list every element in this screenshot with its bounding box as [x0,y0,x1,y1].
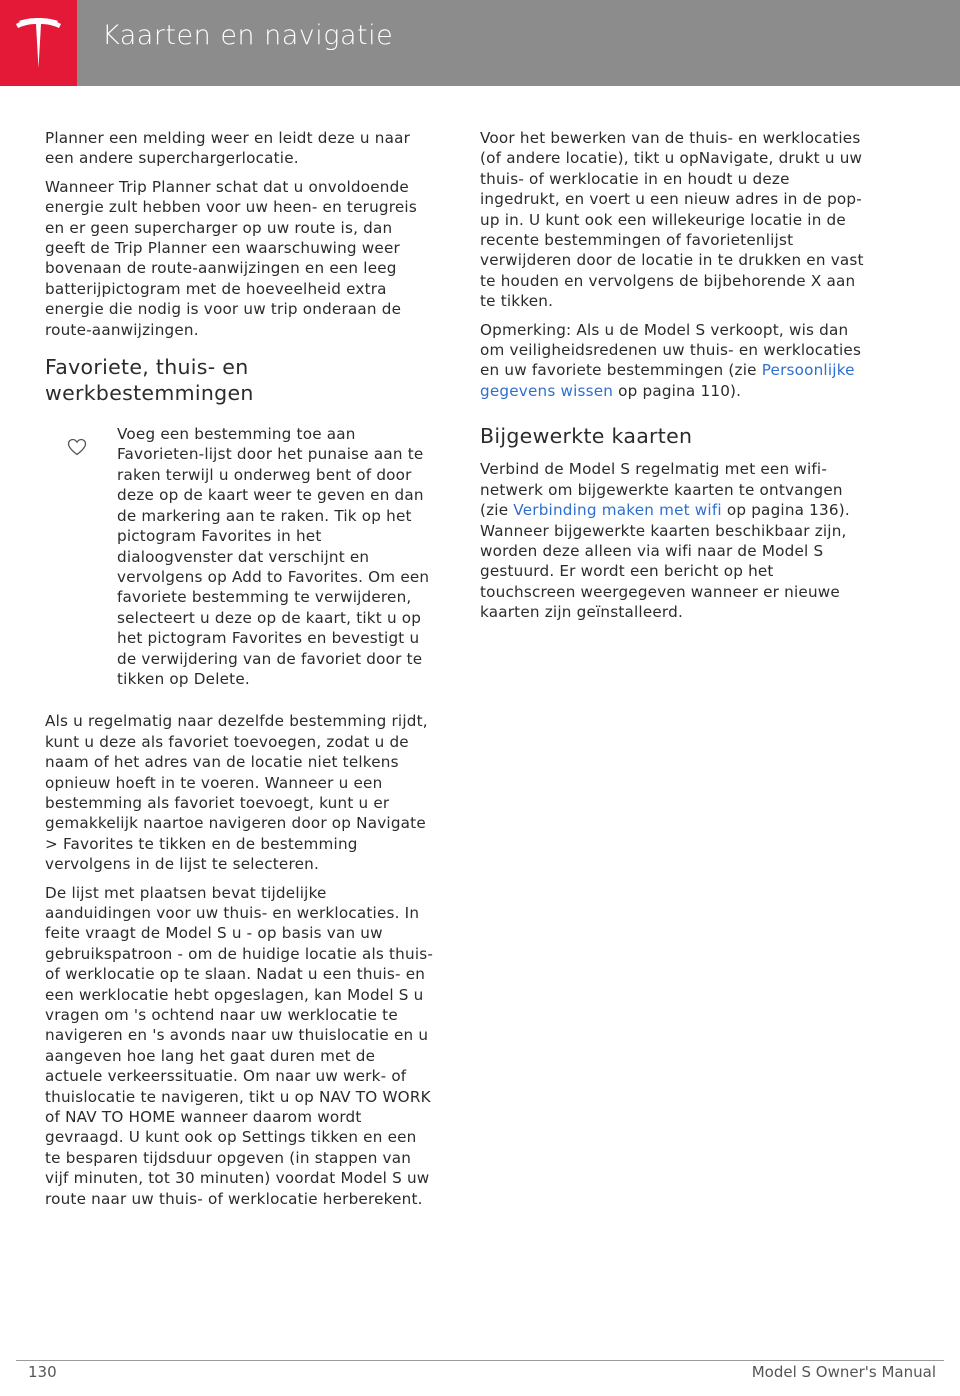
page-number: 130 [28,1363,57,1381]
heart-icon [67,438,87,456]
left-column [45,128,437,1217]
tesla-t-icon [14,18,63,68]
footer-divider [16,1360,944,1361]
paragraph-trip-planner-1: Planner een melding weer en leidt deze u naar een andere superchargerlocatie. [45,129,411,168]
right-column [480,128,872,631]
note-sell-text-after: op pagina 110). [613,381,742,400]
favorites-note [45,424,437,689]
link-connect-wifi[interactable]: Verbinding maken met wifi [513,501,722,520]
tesla-logo [0,0,77,86]
link-erase-personal-data[interactable]: Persoonlijke gegevens wissen [480,361,855,400]
updated-maps-text-before: Verbind de Model S regelmatig met een wifi-netwerk om bijgewerkte kaarten te ontvangen (zie [480,460,843,520]
updated-maps-text-after: op pagina 136). Wanneer bijgewerkte kaarten beschikbaar zijn, worden deze alleen via wifi naar de Model S gestuurd. Er wordt een bericht op het touchscreen weergegeven wanneer er nieuwe kaarten zijn geïnstalleerd. [480,501,850,622]
paragraph-note-sell [480,320,872,402]
section-title: Kaarten en navigatie [102,20,394,51]
paragraph-favorites-1: Als u regelmatig naar dezelfde bestemming rijdt, kunt u deze als favoriet toevoegen, zodat u de naam of het adres van de locatie niet telkens opnieuw hoeft in te voeren. Wanneer u een bestemming als favoriet toevoegt, kunt u er gemakkelijk naartoe navigeren door op Navigate > Favorites te tikken en de bestemming vervolgens in de lijst te selecteren. [45,712,428,874]
manual-title: Model S Owner's Manual [751,1363,936,1381]
note-text: Voeg een bestemming toe aan Favorieten-lijst door het punaise aan te raken terwijl u onderweg bent of door deze op de kaart weer te geven en dan de markering aan te raken. Tik op het pictogram Favorites in het dialoogvenster dat verschijnt en vervolgens op Add to Favorites. Om een favoriete bestemming te verwijderen, selecteert u deze op de kaart, tikt u op het pictogram Favorites en bevestigt u de verwijdering van de favoriet door te tikken op Delete. [117,425,430,688]
paragraph-edit-locations: Voor het bewerken van de thuis- en werklocaties (of andere locatie), tikt u opNavigate, drukt u uw thuis- of werklocatie in en houdt u deze ingedrukt, en voert u een nieuw adres in de pop-up in. U kunt ook een willekeurige locatie in de recente bestemmingen of favorietenlijst verwijderen door de locatie in te drukken en vast te houden en vervolgens de bijbehorende X aan te tikken. [480,129,864,311]
note-sell-text-before: Opmerking: Als u de Model S verkoopt, wis dan om veiligheidsredenen uw thuis- en werklocaties en uw favoriete bestemmingen (zie [480,320,862,380]
paragraph-updated-maps [480,459,872,622]
heading-updated-maps: Bijgewerkte kaarten [480,424,693,449]
paragraph-trip-planner-2: Wanneer Trip Planner schat dat u onvoldoende energie zult hebben voor uw heen- en terugreis en er geen supercharger op uw route is, dan geeft de Trip Planner een waarschuwing weer bovenaan de route-aanwijzingen en een leeg batterijpictogram met de hoeveelheid extra energie die nodig is voor uw trip onderaan de route-aanwijzingen. [45,177,417,339]
page-header [0,0,960,86]
paragraph-favorites-2: De lijst met plaatsen bevat tijdelijke aanduidingen voor uw thuis- en werklocaties. In feite vraagt de Model S u - op basis van uw gebruikspatroon - om de huidige locatie als thuis- of werklocatie op te slaan. Nadat u een thuis- en een werklocatie hebt opgeslagen, kan Model S u vragen om 's ochtend naar uw werklocatie te navigeren en 's avonds naar uw thuislocatie en u aangeven hoe lang het gaat duren met de actuele verkeerssituatie. Om naar uw werk- of thuislocatie te navigeren, tikt u op NAV TO WORK of NAV TO HOME wanneer daarom wordt gevraagd. U kunt ook op Settings tikken en een te besparen tijdsduur opgeven (in stappen van vijf minuten, tot 30 minuten) voordat Model S uw route naar uw thuis- of werklocatie herberekent. [45,883,434,1208]
heading-favorites: Favoriete, thuis- en werkbestemmingen [45,355,254,406]
